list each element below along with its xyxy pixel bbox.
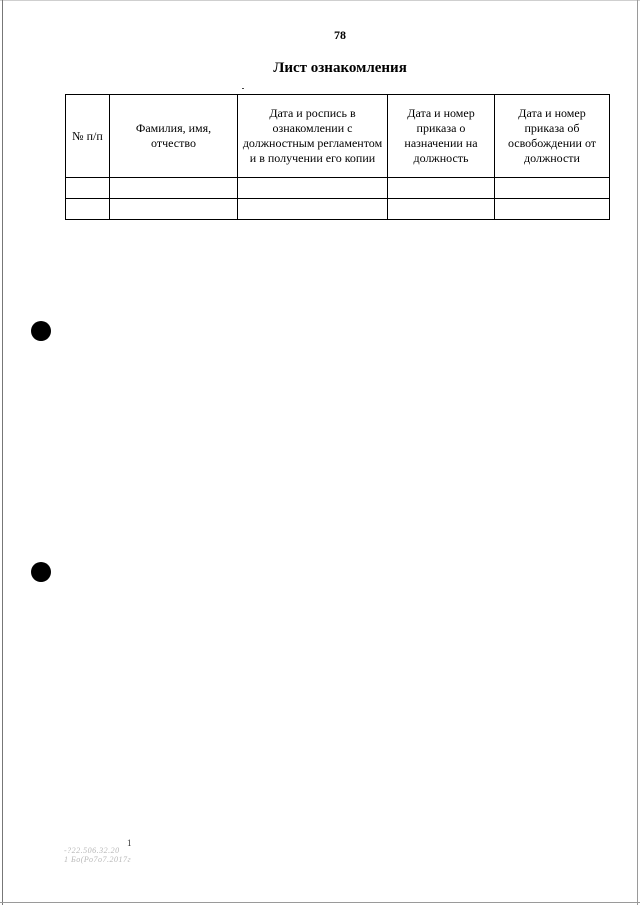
sheet-title: Лист ознакомления bbox=[273, 60, 407, 76]
table-cell[interactable] bbox=[66, 178, 110, 199]
punch-hole bbox=[31, 321, 51, 341]
header-full-name: Фамилия, имя, отчество bbox=[110, 95, 238, 178]
margin-tick-mark: 1 bbox=[127, 838, 132, 848]
table-cell[interactable] bbox=[110, 178, 238, 199]
page-number: 78 bbox=[334, 28, 346, 42]
table-row bbox=[66, 199, 610, 220]
table-cell[interactable] bbox=[66, 199, 110, 220]
page-top-edge bbox=[0, 0, 640, 1]
faint-scan-text: -?22.506.32.20 bbox=[64, 846, 120, 855]
table-row bbox=[66, 178, 610, 199]
table-cell[interactable] bbox=[110, 199, 238, 220]
header-signature-date: Дата и роспись в ознакомлении с должностным регламентом и в получении его копии bbox=[238, 95, 388, 178]
table-cell[interactable] bbox=[495, 178, 610, 199]
punch-hole bbox=[31, 562, 51, 582]
table-cell[interactable] bbox=[388, 178, 495, 199]
table-header-row bbox=[66, 95, 610, 178]
page-left-edge bbox=[2, 0, 3, 905]
page-bottom-edge bbox=[0, 902, 640, 903]
speck bbox=[242, 88, 244, 89]
table-cell[interactable] bbox=[495, 199, 610, 220]
table-cell[interactable] bbox=[238, 178, 388, 199]
table-cell[interactable] bbox=[388, 199, 495, 220]
faint-scan-text: 1 Бо(Ро7о7.2017г bbox=[64, 855, 132, 864]
header-dismissal-order: Дата и номер приказа об освобождении от должности bbox=[495, 95, 610, 178]
header-number: № п/п bbox=[66, 95, 110, 178]
acknowledgement-table bbox=[65, 94, 610, 220]
header-appointment-order: Дата и номер приказа о назначении на должность bbox=[388, 95, 495, 178]
page-right-edge bbox=[637, 0, 638, 905]
table-cell[interactable] bbox=[238, 199, 388, 220]
